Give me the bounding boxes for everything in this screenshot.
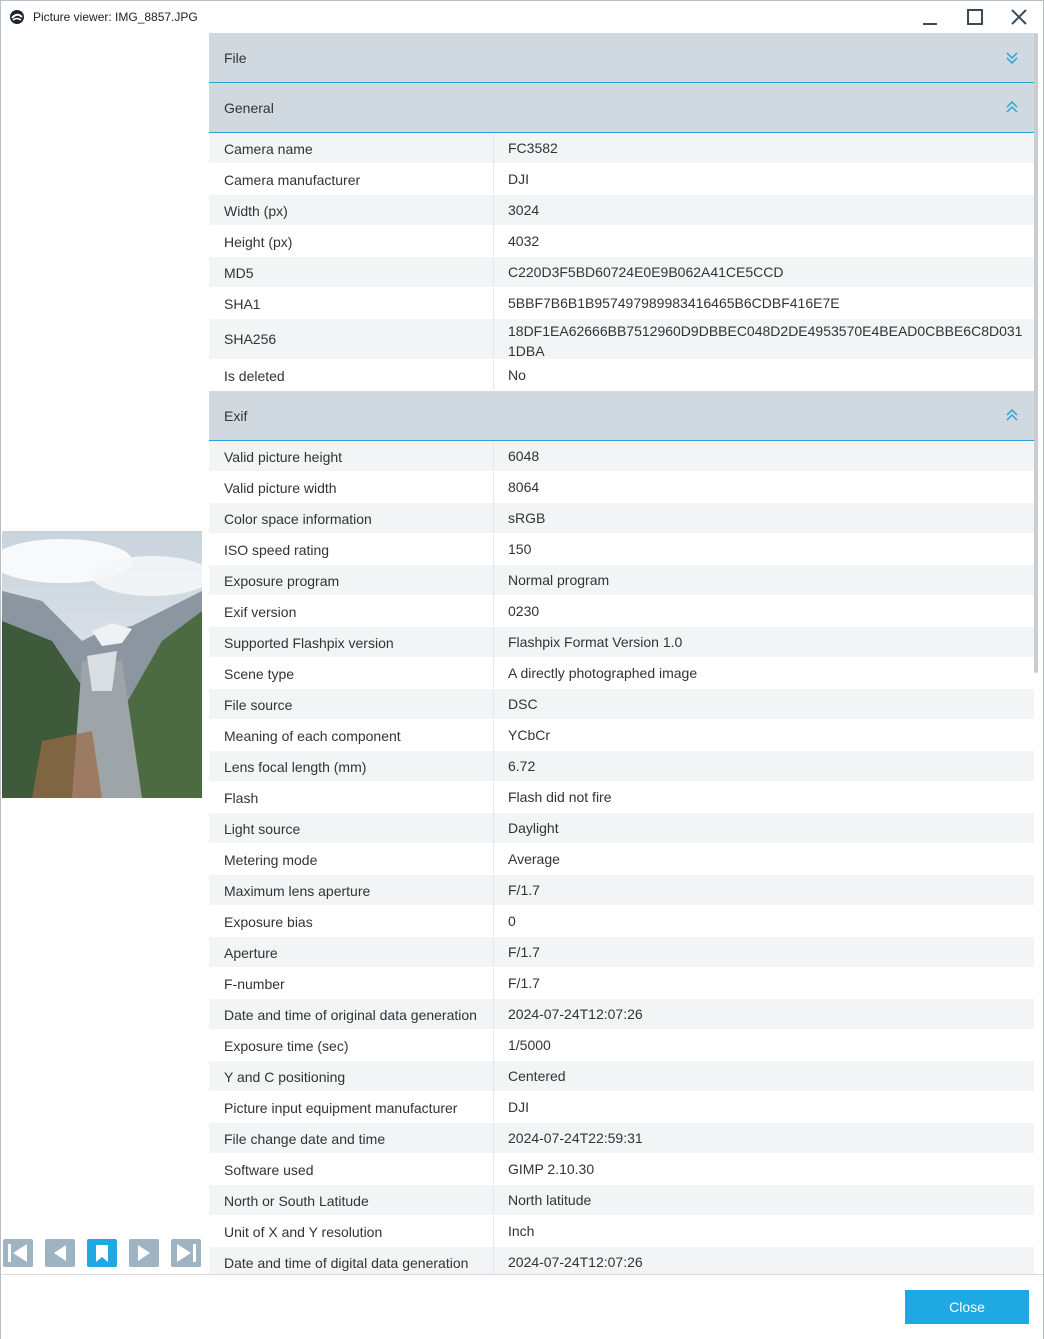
bookmark-button[interactable]: [87, 1239, 117, 1267]
property-value: F/1.7: [508, 975, 540, 991]
column-divider: [493, 937, 494, 967]
property-name: Meaning of each component: [224, 728, 401, 744]
property-row: [209, 1185, 1034, 1216]
property-name: Camera name: [224, 141, 313, 157]
property-name: Is deleted: [224, 368, 285, 384]
property-value: Centered: [508, 1068, 566, 1084]
last-picture-button[interactable]: [171, 1239, 201, 1267]
property-row: [209, 999, 1034, 1030]
property-value: 0230: [508, 603, 540, 619]
column-divider: [493, 441, 494, 471]
column-divider: [493, 782, 494, 812]
column-divider: [493, 596, 494, 626]
property-value: C220D3F5BD60724E0E9B062A41CE5CCD: [508, 264, 784, 280]
column-divider: [493, 968, 494, 998]
previous-picture-button[interactable]: [45, 1239, 75, 1267]
property-name: Supported Flashpix version: [224, 635, 394, 651]
minimize-button[interactable]: [910, 3, 950, 31]
column-divider: [493, 751, 494, 781]
maximize-button[interactable]: [955, 3, 995, 31]
column-divider: [493, 534, 494, 564]
property-name: Maximum lens aperture: [224, 883, 371, 899]
property-name: F-number: [224, 976, 285, 992]
app-logo-icon: [9, 9, 25, 25]
column-divider: [493, 319, 494, 359]
property-value: DJI: [508, 1099, 529, 1115]
property-name: Exposure time (sec): [224, 1038, 349, 1054]
next-icon: [129, 1239, 159, 1267]
column-divider: [493, 133, 494, 163]
title-bar: [1, 1, 1043, 33]
property-name: Exposure bias: [224, 914, 313, 930]
section-header-general[interactable]: [209, 83, 1034, 133]
property-name: Y and C positioning: [224, 1069, 346, 1085]
section-title: File: [224, 50, 247, 66]
column-divider: [493, 999, 494, 1029]
column-divider: [493, 195, 494, 225]
property-name: SHA256: [224, 331, 277, 347]
collapse-chevron-icon: [1005, 100, 1019, 114]
property-row: [209, 288, 1034, 319]
property-name: SHA1: [224, 296, 261, 312]
property-row: [209, 968, 1034, 999]
column-divider: [493, 658, 494, 688]
property-row: [209, 133, 1034, 164]
property-name: North or South Latitude: [224, 1193, 369, 1209]
column-divider: [493, 689, 494, 719]
column-divider: [493, 1092, 494, 1122]
property-name: Width (px): [224, 203, 288, 219]
property-row: [209, 658, 1034, 689]
section-header-file[interactable]: [209, 33, 1034, 83]
property-value: YCbCr: [508, 727, 551, 743]
column-divider: [493, 472, 494, 502]
column-divider: [493, 226, 494, 256]
property-name: Scene type: [224, 666, 295, 682]
property-name: File source: [224, 697, 293, 713]
property-value: FC3582: [508, 140, 558, 156]
column-divider: [493, 875, 494, 905]
column-divider: [493, 813, 494, 843]
section-title: General: [224, 100, 274, 116]
property-row: [209, 503, 1034, 534]
property-name: Valid picture width: [224, 480, 337, 496]
property-row: [209, 1030, 1034, 1061]
previous-icon: [45, 1239, 75, 1267]
property-row: [209, 782, 1034, 813]
property-name: Flash: [224, 790, 259, 806]
column-divider: [493, 1154, 494, 1184]
property-value: 8064: [508, 479, 540, 495]
property-row: [209, 596, 1034, 627]
property-row: [209, 565, 1034, 596]
bookmark-icon: [87, 1239, 117, 1267]
property-value: 150: [508, 541, 532, 557]
property-value: 2024-07-24T12:07:26: [508, 1006, 643, 1022]
collapse-chevron-icon: [1005, 408, 1019, 422]
property-value: sRGB: [508, 510, 546, 526]
property-row: [209, 1216, 1034, 1247]
property-name: Metering mode: [224, 852, 318, 868]
column-divider: [493, 360, 494, 390]
property-value: F/1.7: [508, 882, 540, 898]
property-value: 5BBF7B6B1B957497989983416465B6CDBF416E7E: [508, 295, 840, 311]
column-divider: [493, 288, 494, 318]
exif-property-list: [209, 441, 1034, 1274]
property-row: [209, 164, 1034, 195]
preview-pane: [2, 33, 205, 1274]
property-row: [209, 1154, 1034, 1185]
property-row: [209, 937, 1034, 968]
property-row: [209, 906, 1034, 937]
column-divider: [493, 906, 494, 936]
dialog-footer: [1, 1274, 1043, 1339]
column-divider: [493, 720, 494, 750]
column-divider: [493, 1123, 494, 1153]
property-name: Camera manufacturer: [224, 172, 361, 188]
property-value: Average: [508, 851, 560, 867]
property-value: 0: [508, 913, 516, 929]
property-value: 4032: [508, 233, 540, 249]
column-divider: [493, 164, 494, 194]
property-row: [209, 1061, 1034, 1092]
first-picture-button[interactable]: [3, 1239, 33, 1267]
property-value: DSC: [508, 696, 538, 712]
column-divider: [493, 1247, 494, 1274]
close-button[interactable]: Close: [905, 1290, 1029, 1324]
property-value: 6.72: [508, 758, 536, 774]
property-row: [209, 472, 1034, 503]
property-row: [209, 720, 1034, 751]
column-divider: [493, 1216, 494, 1246]
property-row: [209, 1123, 1034, 1154]
column-divider: [493, 503, 494, 533]
property-name: Exposure program: [224, 573, 340, 589]
general-property-list: [209, 133, 1034, 391]
property-row: [209, 627, 1034, 658]
property-value: 2024-07-24T12:07:26: [508, 1254, 643, 1270]
property-value: 1/5000: [508, 1037, 551, 1053]
close-icon: [1009, 7, 1029, 27]
property-row: [209, 813, 1034, 844]
property-name: Color space information: [224, 511, 372, 527]
property-name: Exif version: [224, 604, 297, 620]
property-name: Light source: [224, 821, 301, 837]
property-name: Valid picture height: [224, 449, 343, 465]
section-header-exif[interactable]: [209, 391, 1034, 441]
property-name: Date and time of original data generation: [224, 1007, 477, 1023]
property-value: F/1.7: [508, 944, 540, 960]
property-name: Unit of X and Y resolution: [224, 1224, 383, 1240]
property-row: [209, 195, 1034, 226]
property-value: Flash did not fire: [508, 789, 612, 805]
column-divider: [493, 257, 494, 287]
column-divider: [493, 627, 494, 657]
property-name: Date and time of digital data generation: [224, 1255, 469, 1271]
property-row: [209, 360, 1034, 391]
property-name: ISO speed rating: [224, 542, 330, 558]
property-value: DJI: [508, 171, 529, 187]
property-value: 2024-07-24T22:59:31: [508, 1130, 643, 1146]
column-divider: [493, 1030, 494, 1060]
property-name: MD5: [224, 265, 254, 281]
close-window-button[interactable]: [999, 3, 1039, 31]
properties-scrollbar[interactable]: [1034, 33, 1038, 673]
property-value: 6048: [508, 448, 540, 464]
property-name: Picture input equipment manufacturer: [224, 1100, 458, 1116]
property-row: [209, 689, 1034, 720]
property-name: Height (px): [224, 234, 293, 250]
property-value: 3024: [508, 202, 540, 218]
property-row: [209, 1247, 1034, 1274]
skip-first-icon: [3, 1239, 33, 1267]
skip-last-icon: [171, 1239, 201, 1267]
photo-thumbnail[interactable]: [2, 531, 202, 798]
property-value: North latitude: [508, 1192, 592, 1208]
section-title: Exif: [224, 408, 248, 424]
property-value: 18DF1EA62666BB7512960D9DBBEC048D2DE4953570E4BEAD0CBBE6C8D0311DBA: [508, 323, 1023, 359]
property-value: GIMP 2.10.30: [508, 1161, 595, 1177]
next-picture-button[interactable]: [129, 1239, 159, 1267]
window-title: Picture viewer: IMG_8857.JPG: [33, 10, 198, 24]
maximize-icon: [965, 7, 985, 27]
property-value: Inch: [508, 1223, 535, 1239]
property-row: [209, 844, 1034, 875]
properties-pane: [209, 33, 1034, 1274]
property-value: Daylight: [508, 820, 559, 836]
property-row: [209, 534, 1034, 565]
property-row: [209, 226, 1034, 257]
column-divider: [493, 844, 494, 874]
column-divider: [493, 1185, 494, 1215]
property-name: File change date and time: [224, 1131, 386, 1147]
property-name: Aperture: [224, 945, 278, 961]
property-value: Flashpix Format Version 1.0: [508, 634, 683, 650]
property-value: Normal program: [508, 572, 610, 588]
minimize-icon: [920, 7, 940, 27]
property-row: [209, 875, 1034, 906]
property-row: [209, 751, 1034, 782]
column-divider: [493, 1061, 494, 1091]
expand-chevron-icon: [1005, 50, 1019, 64]
property-row: [209, 319, 1034, 360]
property-row: [209, 257, 1034, 288]
column-divider: [493, 565, 494, 595]
property-name: Software used: [224, 1162, 314, 1178]
property-row: [209, 1092, 1034, 1123]
property-value: A directly photographed image: [508, 665, 698, 681]
property-row: [209, 441, 1034, 472]
property-value: No: [508, 367, 526, 383]
property-name: Lens focal length (mm): [224, 759, 367, 775]
